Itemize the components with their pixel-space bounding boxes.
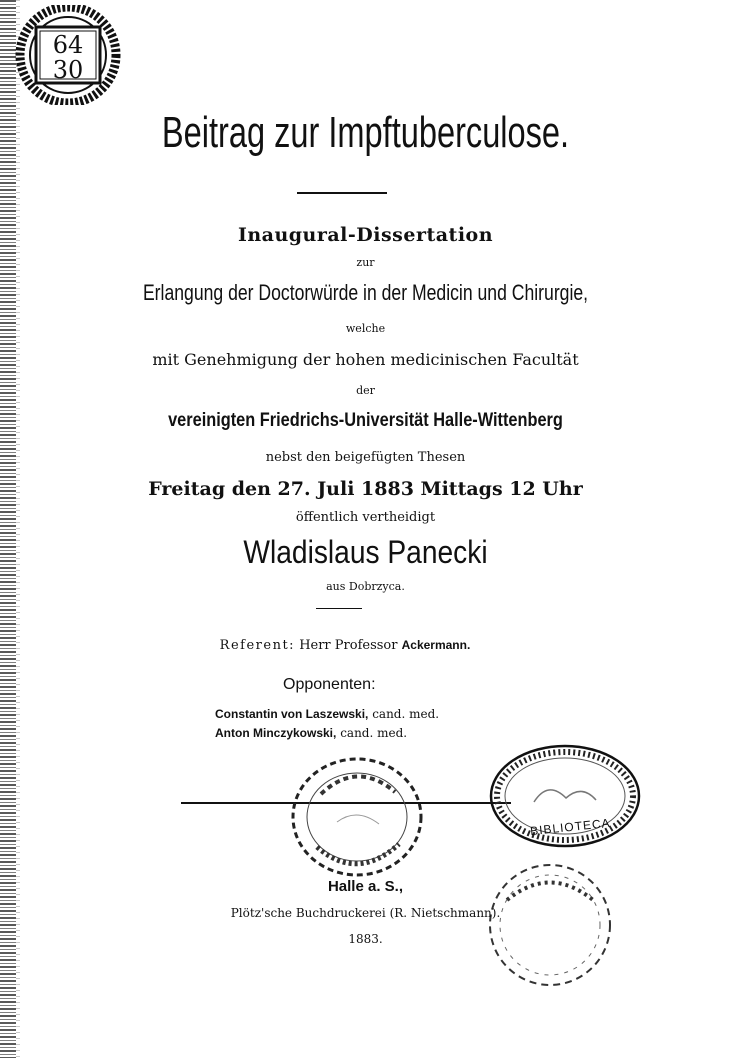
connector-der: der [356, 384, 375, 397]
imprint-printer: Plötz'sche Buchdruckerei (R. Nietschmann). [230, 906, 501, 920]
stamp-label-biblioteca: BIBLIOTECA [529, 815, 612, 839]
opponent-row [215, 726, 407, 740]
imprint-place: Halle a. S., [327, 878, 404, 895]
page-binding-edge [0, 0, 16, 1058]
author-name: Wladislaus Panecki [243, 534, 488, 570]
library-stamp-middle [287, 752, 427, 882]
referent-surname: Ackermann. [401, 638, 471, 652]
referent-line [0, 638, 690, 653]
imprint-year: 1883. [348, 932, 383, 946]
opponent-title: cand. med. [372, 707, 440, 721]
author-origin: aus Dobrzyca. [326, 580, 405, 593]
connector-zur: zur [356, 256, 375, 269]
connector-welche: welche [345, 322, 386, 335]
university-name: vereinigten Friedrichs-Universität Halle-Wittenberg [168, 410, 563, 431]
library-call-number-stamp [10, 5, 126, 105]
page-binding-edge-shadow [16, 0, 20, 1058]
referent-title: Herr Professor [299, 638, 398, 653]
stamp-number-bottom: 30 [52, 56, 84, 84]
faculty-approval: mit Genehmigung der hohen medicinischen Facultät [152, 350, 579, 369]
defense-date: Freitag den 27. Juli 1883 Mittags 12 Uhr [148, 478, 583, 500]
defended-line: öffentlich vertheidigt [295, 510, 436, 525]
stamp-oval-icon [287, 752, 427, 882]
author-divider [316, 608, 362, 609]
library-stamp-right [486, 740, 644, 852]
theses-line: nebst den beigefügten Thesen [265, 450, 466, 465]
stamp-number-top: 64 [52, 31, 84, 59]
dissertation-subtitle: Inaugural-Dissertation [237, 224, 494, 246]
opponent-name: Constantin von Laszewski, [215, 707, 369, 721]
stamp-seal-icon [486, 740, 644, 852]
opponent-row [215, 707, 439, 721]
opponent-name: Anton Minczykowski, [215, 726, 337, 740]
opponents-heading: Opponenten: [283, 676, 376, 693]
title-divider [297, 192, 387, 194]
referent-label: Referent: [219, 638, 296, 653]
opponent-title: cand. med. [340, 726, 408, 740]
degree-purpose: Erlangung der Doctorwürde in der Medicin und Chirurgie, [142, 280, 589, 305]
document-title: Beitrag zur Impftuberculose. [161, 108, 570, 157]
